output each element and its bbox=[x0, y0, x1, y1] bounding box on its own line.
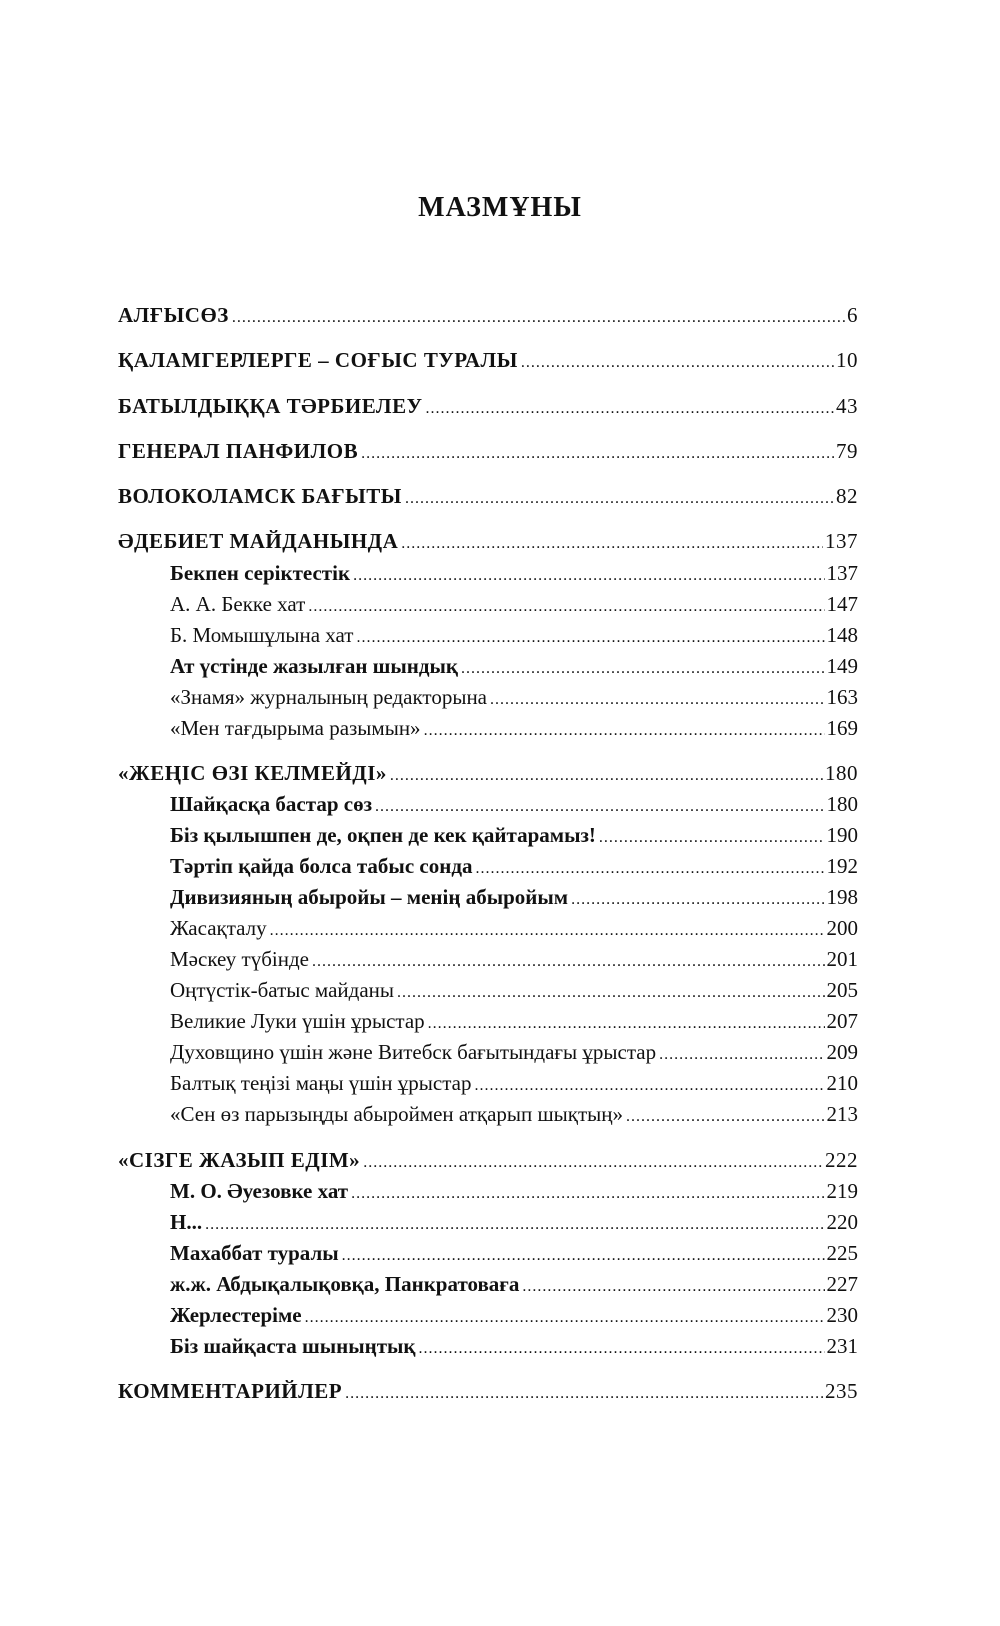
toc-entry-label: «СІЗГЕ ЖАЗЫП ЕДІМ» bbox=[118, 1148, 361, 1172]
toc-leader-dots bbox=[390, 763, 823, 789]
toc-leader-dots bbox=[490, 687, 825, 713]
toc-entry-page-number: 210 bbox=[826, 1071, 858, 1095]
toc-entry bbox=[118, 1378, 858, 1407]
toc-leader-dots bbox=[426, 396, 834, 422]
toc-entry bbox=[170, 1178, 858, 1207]
toc-entry-page-number: 6 bbox=[847, 303, 858, 327]
toc-entry bbox=[170, 715, 858, 744]
toc-entry bbox=[118, 438, 858, 467]
toc-entry bbox=[170, 977, 858, 1006]
toc-entry bbox=[170, 1302, 858, 1331]
toc-entry-label: ӘДЕБИЕТ МАЙДАНЫНДА bbox=[118, 529, 399, 553]
toc-leader-dots bbox=[361, 441, 834, 467]
toc-entry-page-number: 82 bbox=[836, 484, 858, 508]
toc-entry-label: Шайқасқа бастар сөз bbox=[170, 792, 373, 816]
toc-entry-page-number: 207 bbox=[826, 1009, 858, 1033]
toc-leader-dots bbox=[270, 918, 825, 944]
toc-entry-page-number: 169 bbox=[826, 716, 858, 740]
toc-leader-dots bbox=[475, 856, 824, 882]
toc-entry-page-number: 231 bbox=[826, 1334, 858, 1358]
toc-entry-page-number: 10 bbox=[836, 348, 858, 372]
toc-leader-dots bbox=[428, 1011, 825, 1037]
toc-entry-page-number: 209 bbox=[826, 1040, 858, 1064]
toc-entry-label: ВОЛОКОЛАМСК БАҒЫТЫ bbox=[118, 484, 402, 508]
toc-entry-label: Тәртіп қайда болса табыс сонда bbox=[170, 854, 473, 878]
toc-entry-label: ҚАЛАМГЕРЛЕРГЕ – СОҒЫС ТУРАЛЫ bbox=[118, 348, 518, 372]
toc-leader-dots bbox=[659, 1042, 824, 1068]
toc-leader-dots bbox=[375, 794, 824, 820]
toc-leader-dots bbox=[401, 531, 823, 557]
toc-entry-page-number: 190 bbox=[826, 823, 858, 847]
toc-entry-page-number: 43 bbox=[836, 394, 858, 418]
toc-entry bbox=[170, 1039, 858, 1068]
toc-entry bbox=[170, 1008, 858, 1037]
toc-entry-page-number: 227 bbox=[826, 1272, 858, 1296]
toc-entry-page-number: 198 bbox=[826, 885, 858, 909]
toc-entry-page-number: 147 bbox=[826, 592, 858, 616]
toc-entry bbox=[170, 853, 858, 882]
toc-entry bbox=[170, 1333, 858, 1362]
toc-entry-label: АЛҒЫСӨЗ bbox=[118, 303, 229, 327]
toc-leader-dots bbox=[419, 1336, 825, 1362]
toc-entry-label: Б. Момышұлына хат bbox=[170, 623, 354, 647]
toc-leader-dots bbox=[405, 486, 834, 512]
toc-leader-dots bbox=[342, 1243, 825, 1269]
toc-entry-label: Жасақталу bbox=[170, 916, 267, 940]
toc-entry-page-number: 180 bbox=[826, 792, 858, 816]
toc-entry-label: Духовщино үшін және Витебск бағытындағы ұрыстар bbox=[170, 1040, 657, 1064]
toc-entry-label: «Мен тағдырыма разымын» bbox=[170, 716, 421, 740]
toc-entry bbox=[170, 1070, 858, 1099]
toc-entry bbox=[170, 884, 858, 913]
toc-entry bbox=[170, 653, 858, 682]
toc-entry bbox=[170, 1209, 858, 1238]
toc-leader-dots bbox=[351, 1181, 824, 1207]
toc-entry bbox=[118, 347, 858, 376]
toc-entry-label: Балтық теңізі маңы үшін ұрыстар bbox=[170, 1071, 472, 1095]
toc-entry-label: Біз қылышпен де, оқпен де кек қайтарамыз! bbox=[170, 823, 596, 847]
page-title: МАЗМҰНЫ bbox=[418, 192, 582, 223]
toc-entry bbox=[170, 915, 858, 944]
toc-entry-page-number: 137 bbox=[825, 529, 858, 553]
toc-entry-label: Махаббат туралы bbox=[170, 1241, 339, 1265]
toc-entry-page-number: 222 bbox=[825, 1148, 858, 1172]
toc-entry-label: Мәскеу түбінде bbox=[170, 947, 309, 971]
toc-entry bbox=[170, 591, 858, 620]
toc-entry-label: «Сен өз парызыңды абыроймен атқарып шықтың» bbox=[170, 1102, 624, 1126]
toc-leader-dots bbox=[308, 594, 824, 620]
toc-entry-page-number: 225 bbox=[826, 1241, 858, 1265]
toc-leader-dots bbox=[474, 1073, 824, 1099]
toc-entry-label: М. О. Әуезовке хат bbox=[170, 1179, 349, 1203]
toc-entry bbox=[118, 483, 858, 512]
toc-entry-page-number: 230 bbox=[826, 1303, 858, 1327]
toc-entry-label: Бекпен серіктестік bbox=[170, 561, 351, 585]
toc-leader-dots bbox=[312, 949, 825, 975]
toc-entry-label: Ат үстінде жазылған шындық bbox=[170, 654, 459, 678]
toc-entry-page-number: 180 bbox=[825, 761, 858, 785]
toc-entry-page-number: 220 bbox=[826, 1210, 858, 1234]
toc-entry-label: БАТЫЛДЫҚҚА ТӘРБИЕЛЕУ bbox=[118, 394, 423, 418]
toc-entry-label: Дивизияның абыройы – менің абыройым bbox=[170, 885, 569, 909]
toc-entry-label: «Знамя» журналының редакторына bbox=[170, 685, 487, 709]
toc-entry-page-number: 205 bbox=[826, 978, 858, 1002]
toc-entry-page-number: 79 bbox=[836, 439, 858, 463]
toc-entry-page-number: 213 bbox=[826, 1102, 858, 1126]
toc-leader-dots bbox=[461, 656, 824, 682]
toc-leader-dots bbox=[571, 887, 824, 913]
toc-leader-dots bbox=[599, 825, 825, 851]
toc-entry bbox=[170, 684, 858, 713]
toc-entry bbox=[170, 946, 858, 975]
toc-leader-dots bbox=[232, 305, 845, 331]
toc-entry bbox=[118, 760, 858, 789]
toc-entry-page-number: 200 bbox=[826, 916, 858, 940]
toc-entry bbox=[170, 822, 858, 851]
toc-entry bbox=[170, 622, 858, 651]
toc-entry-page-number: 137 bbox=[826, 561, 858, 585]
toc-leader-dots bbox=[424, 718, 825, 744]
toc-entry-page-number: 149 bbox=[826, 654, 858, 678]
toc-entry bbox=[170, 1240, 858, 1269]
toc-entry-page-number: 201 bbox=[826, 947, 858, 971]
toc-leader-dots bbox=[305, 1305, 825, 1331]
toc-leader-dots bbox=[353, 563, 824, 589]
toc-entry bbox=[170, 1101, 858, 1130]
toc-entry-label: Жерлестеріме bbox=[170, 1303, 302, 1327]
toc-entry-label: Оңтүстік-батыс майданы bbox=[170, 978, 394, 1002]
toc-entry bbox=[170, 560, 858, 589]
toc-entry-label: КОММЕНТАРИЙЛЕР bbox=[118, 1379, 343, 1403]
toc-leader-dots bbox=[356, 625, 824, 651]
toc-leader-dots bbox=[521, 350, 834, 376]
toc-entry-label: «ЖЕҢІС ӨЗІ КЕЛМЕЙДІ» bbox=[118, 761, 387, 785]
toc-entry-page-number: 192 bbox=[826, 854, 858, 878]
toc-leader-dots bbox=[397, 980, 825, 1006]
toc-leader-dots bbox=[205, 1212, 824, 1238]
toc-entry-label: Великие Луки үшін ұрыстар bbox=[170, 1009, 425, 1033]
toc-entry-page-number: 148 bbox=[826, 623, 858, 647]
toc-entry bbox=[170, 791, 858, 820]
toc-entry-page-number: 235 bbox=[825, 1379, 858, 1403]
toc-entry-label: ж.ж. Абдықалықовқа, Панкратоваға bbox=[170, 1272, 520, 1296]
toc-leader-dots bbox=[345, 1381, 823, 1407]
toc-leader-dots bbox=[363, 1150, 823, 1176]
toc-entry bbox=[118, 302, 858, 331]
toc-entry bbox=[118, 528, 858, 557]
toc-entry bbox=[118, 1147, 858, 1176]
toc-leader-dots bbox=[626, 1104, 824, 1130]
toc-entry-page-number: 163 bbox=[826, 685, 858, 709]
toc-entry-label: Н... bbox=[170, 1210, 203, 1234]
toc-entry-label: ГЕНЕРАЛ ПАНФИЛОВ bbox=[118, 439, 359, 463]
toc-entry bbox=[118, 393, 858, 422]
toc-entry-page-number: 219 bbox=[826, 1179, 858, 1203]
toc-entry bbox=[170, 1271, 858, 1300]
toc-entry-label: Біз шайқаста шыныңтық bbox=[170, 1334, 416, 1358]
toc-leader-dots bbox=[522, 1274, 824, 1300]
toc-entry-label: А. А. Бекке хат bbox=[170, 592, 306, 616]
